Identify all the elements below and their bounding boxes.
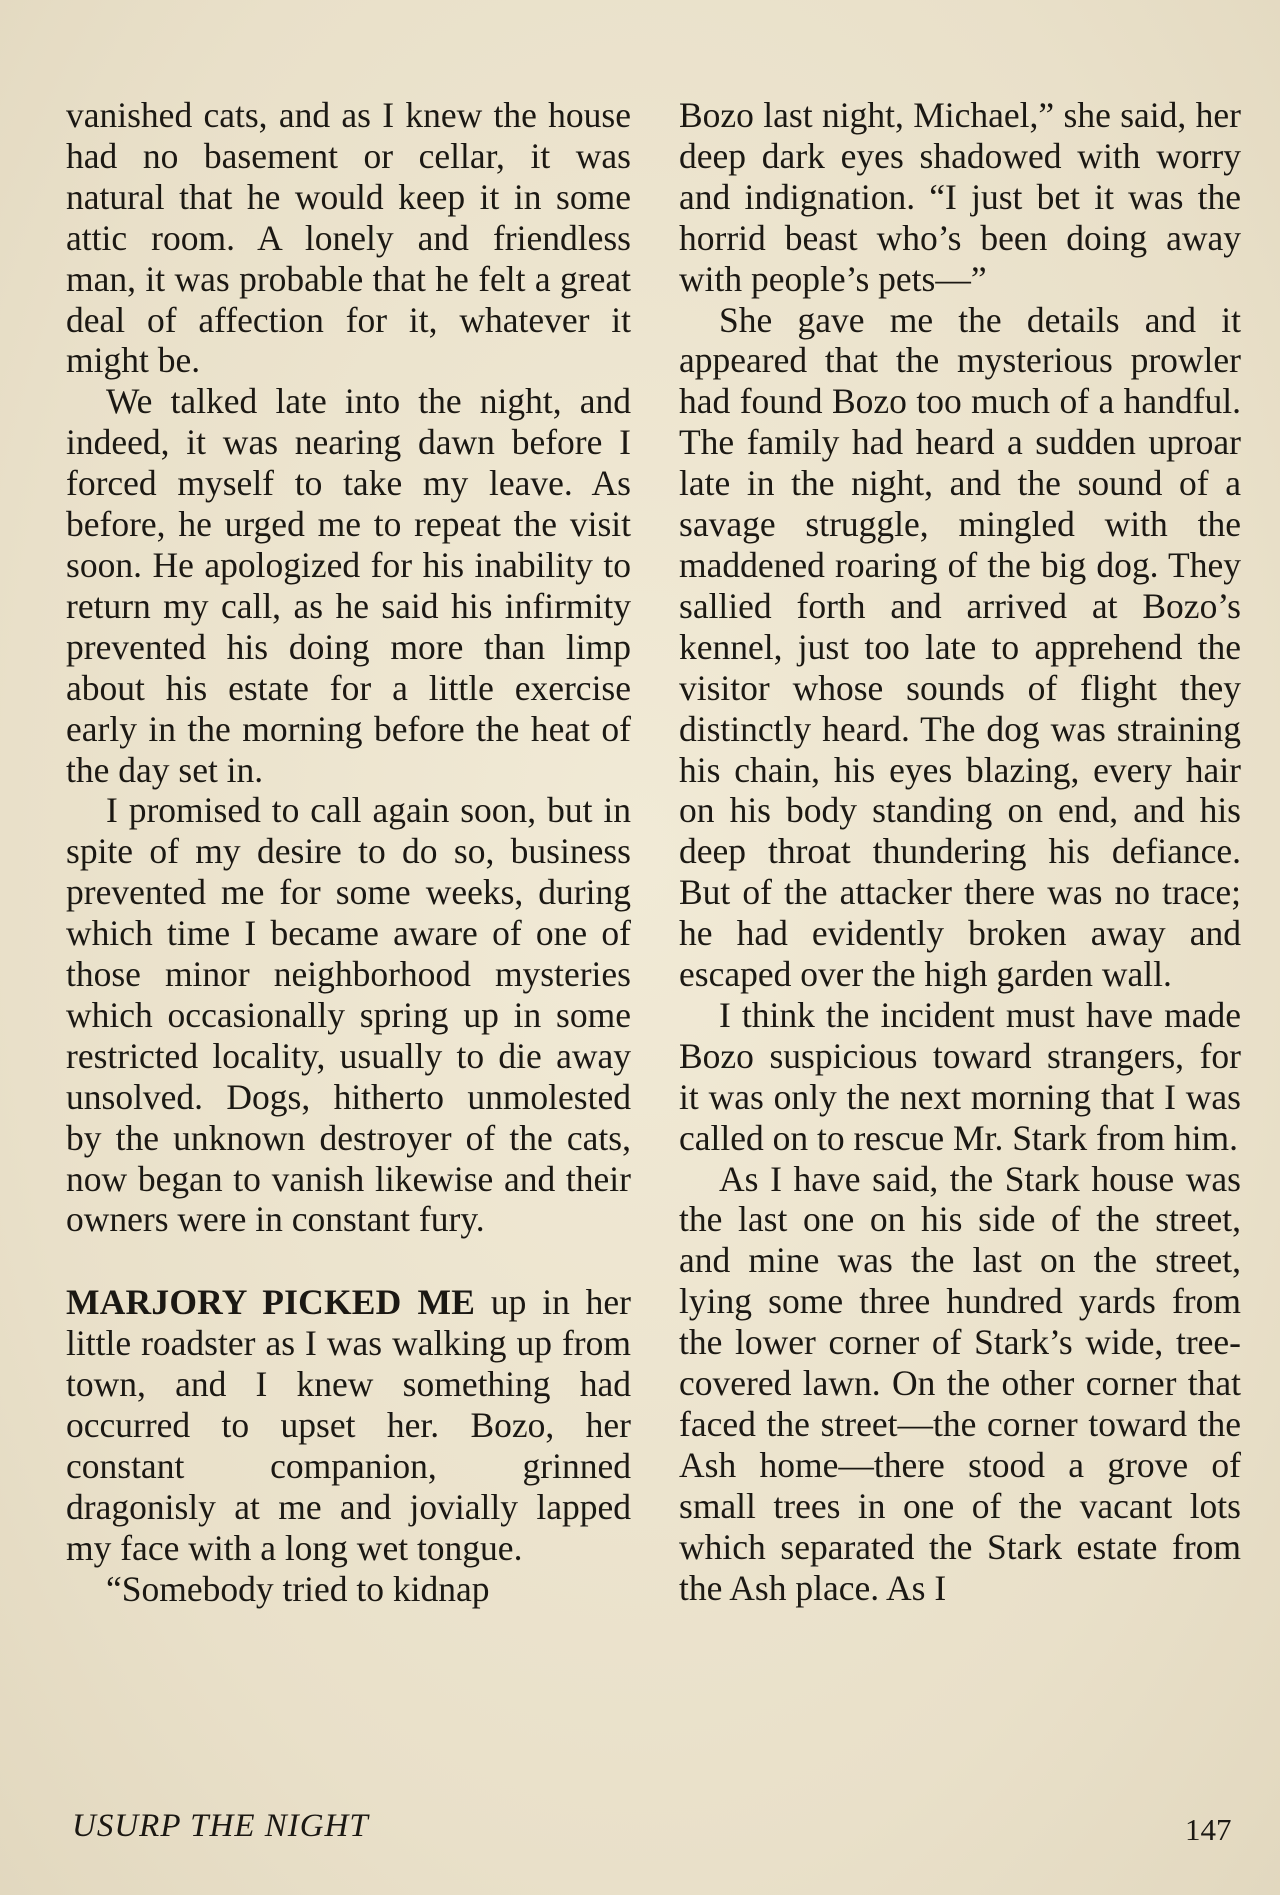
paragraph: “Somebody tried to kidnap	[106, 1568, 490, 1609]
left-text-column	[66, 95, 631, 1610]
paragraph: We talked late into the night, and indeed, it was nearing dawn before I forced myself to take my leave. As before, he urged me to repeat the visit soon. He apologized for his inability to return my call, as he said his infirmity prevented his doing more than limp about his estate for a little exercise early in the morning before the heat of the day set in.	[66, 381, 631, 790]
paragraph: She gave me the details and it appeared that the mysterious prowler had found Bozo too much of a handful. The family had heard a sudden uproar late in the night, and the sound of a savage struggle, mingled with the maddened roaring of the big dog. They sallied forth and arrived at Bozo’s kennel, just too late to apprehend the visitor whose sounds of flight they distinctly heard. The dog was straining his chain, his eyes blazing, every hair on his body standing on end, and his deep throat thundering his defiance. But of the attacker there was no trace; he had evidently broken away and escaped over the high garden wall.	[679, 299, 1241, 995]
paragraph-text: up in her little roadster as I was walking up from town, and I knew something had occurred to upset her. Bozo, her constant companion, grinned dragonisly at me and jovially lapped my face with a long wet tongue.	[66, 1282, 631, 1568]
paragraph: As I have said, the Stark house was the last one on his side of the street, and mine was the last on the street, lying some three hundred yards from the lower corner of Stark’s wide, tree-covered lawn. On the other corner that faced the street—the corner toward the Ash home—there stood a grove of small trees in one of the vacant lots which separated the Stark estate from the Ash place. As I	[679, 1158, 1241, 1608]
running-footer-title: USURP THE NIGHT	[72, 1808, 369, 1844]
page-number: 147	[1185, 1812, 1232, 1847]
paragraph: vanished cats, and as I knew the house had no basement or cellar, it was natural that he would keep it in some attic room. A lonely and friendless man, it was probable that he felt a great deal of affection for it, whatever it might be.	[66, 95, 631, 381]
section-lead-caps: MARJORY PICKED ME	[66, 1282, 476, 1323]
right-text-column	[679, 95, 1241, 1609]
paragraph: I promised to call again soon, but in spite of my desire to do so, business prevented me for some weeks, during which time I became aware of one of those minor neighborhood mysteries which occasionally spring up in some restricted locality, usually to die away unsolved. Dogs, hitherto unmolested by the unknown destroyer of the cats, now began to vanish likewise and their owners were in constant fury.	[66, 790, 631, 1240]
paragraph: I think the incident must have made Bozo suspicious toward strangers, for it was only the next morning that I was called on to rescue Mr. Stark from him.	[679, 994, 1241, 1158]
paragraph: Bozo last night, Michael,” she said, her deep dark eyes shadowed with worry and indignation. “I just bet it was the horrid beast who’s been doing away with people’s pets—”	[679, 95, 1241, 299]
section-start-paragraph	[66, 1282, 631, 1568]
